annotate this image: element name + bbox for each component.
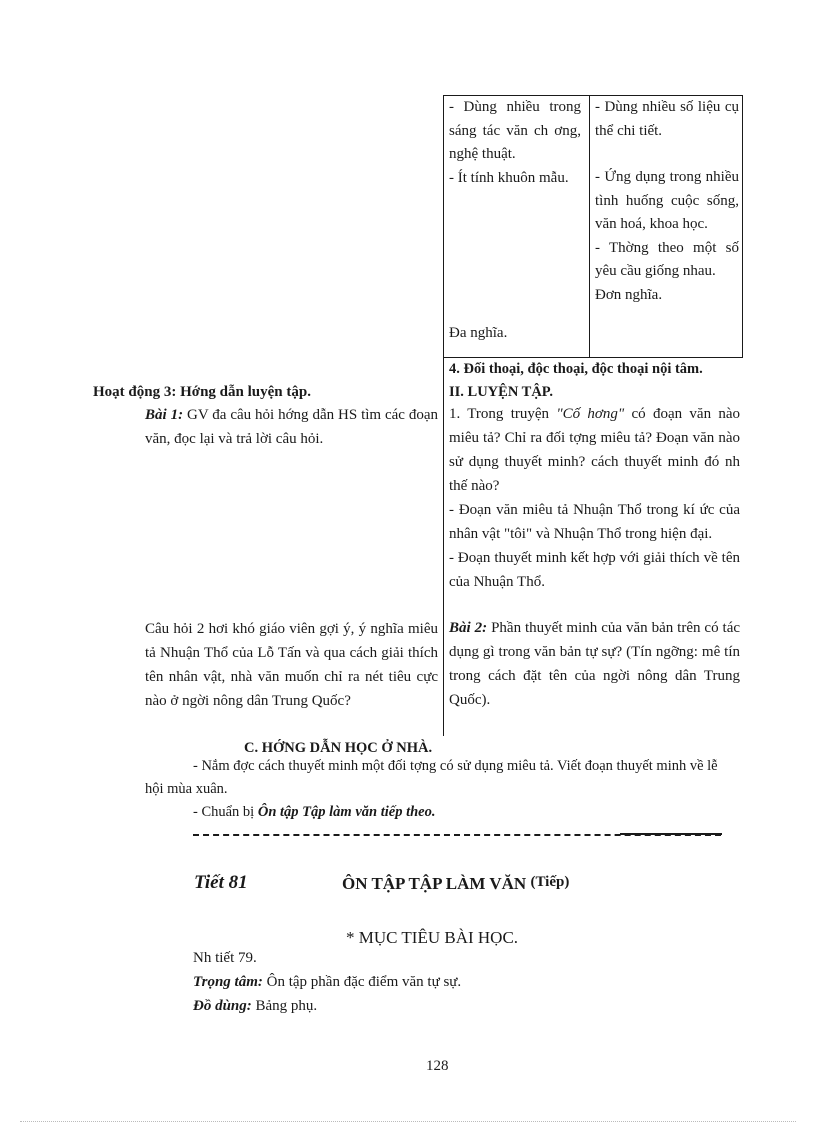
lesson-number: Tiết 81 (194, 872, 248, 893)
question-2-hint-text: Câu hỏi 2 hơi khó giáo viên gợi ý, ý nghĩa miêu tả Nhuận Thổ của Lỗ Tấn và qua cách giải thích tên nhân vật, nhà văn muốn chỉ ra nét tiêu cực nào ở ngời nông dân Trung Quốc? (145, 621, 438, 709)
answer-2: - Đoạn thuyết minh kết hợp với giải thích về tên của Nhuận Thổ. (449, 550, 740, 590)
right-cell-item-1: - Dùng nhiều số liệu cụ thể chi tiết. (595, 99, 739, 139)
bai-2-block (449, 616, 740, 712)
answer-1: - Đoạn văn miêu tả Nhuận Thổ trong kí ức của nhân vật "tôi" và Nhuận Thổ trong hiện đại. (449, 502, 740, 542)
focus-label: Trọng tâm: (193, 974, 263, 990)
homework-line-1: - Nắm đợc cách thuyết minh một đối tợng có sử dụng miêu tả. Viết đoạn thuyết minh về lễ hội mùa xuân. (145, 758, 718, 797)
practice-heading: II. LUYỆN TẬP. (449, 384, 553, 400)
lesson-title: ÔN TẬP TẬP LÀM VĂN (342, 874, 527, 893)
left-cell-item-3: Đa nghĩa. (449, 325, 508, 341)
question-2-hint (145, 617, 438, 713)
focus-text: Ôn tập phần đặc điểm văn tự sự. (266, 974, 462, 990)
page-bottom-edge (20, 1121, 796, 1122)
lesson-title-suffix: (Tiếp) (530, 874, 570, 890)
question-1-rest: có đoạn văn nào miêu tả? Chỉ ra đối tợng miêu tả? Đoạn văn nào sử dụng thuyết minh? cách thuyết minh đó nh thế nào? (449, 406, 741, 494)
activity-3-heading: Hoạt động 3: Hớng dẫn luyện tập. (93, 384, 311, 400)
page-number: 128 (426, 1058, 449, 1074)
objectives-heading: * MỤC TIÊU BÀI HỌC. (346, 928, 519, 947)
homework-heading: C. HỚNG DẪN HỌC Ở NHÀ. (244, 740, 433, 756)
section-4-heading: 4. Đối thoại, độc thoại, độc thoại nội tâm. (449, 361, 703, 377)
left-cell-item-2: - Ít tính khuôn mẫu. (449, 169, 569, 186)
bai-2-text: Phần thuyết minh của văn bản trên có tác dụng gì trong văn bản tự sự? (Tín ngỡng: mê tín trong cách đặt tên của ngời nông dân Trung Quốc). (449, 620, 741, 708)
table-left-border (443, 95, 444, 736)
right-cell-item-3: - Thờng theo một số yêu cầu giống nhau. (595, 239, 739, 279)
right-cell-item-4: Đơn nghĩa. (595, 286, 663, 303)
section-divider-end (620, 833, 722, 835)
table-middle-border (589, 95, 590, 358)
question-1-prefix: 1. Trong truyện (449, 406, 550, 422)
homework-block (145, 755, 735, 824)
table-right-cell (595, 96, 739, 307)
table-left-cell (449, 96, 581, 341)
question-1-block (449, 402, 740, 594)
table-right-border (742, 95, 743, 358)
bai-1-label: Bài 1: (145, 407, 184, 423)
same-as-line: Nh tiết 79. (193, 950, 257, 966)
left-cell-item-1: - Dùng nhiều trong sáng tác văn ch ơng, nghệ thuật. (449, 99, 581, 162)
aids-label: Đồ dùng: (193, 998, 252, 1014)
table-row-divider (443, 357, 743, 358)
lesson-title-row (342, 874, 569, 894)
bai-1-text: GV đa câu hỏi hớng dẫn HS tìm các đoạn văn, đọc lại và trả lời câu hỏi. (145, 407, 439, 447)
bai-2-label: Bài 2: (449, 620, 488, 636)
homework-line-2-bold: Ôn tập Tập làm văn tiếp theo. (257, 804, 436, 820)
homework-line-2-prefix: - Chuẩn bị (193, 804, 255, 820)
bai-1-block (145, 403, 438, 451)
right-cell-item-2: - Ứng dụng trong nhiều tình huống cuộc sống, văn hoá, khoa học. (595, 169, 739, 232)
question-1-story: "Cố hơng" (556, 406, 625, 422)
aids-text: Bảng phụ. (255, 998, 318, 1014)
lesson-details (193, 946, 461, 1018)
